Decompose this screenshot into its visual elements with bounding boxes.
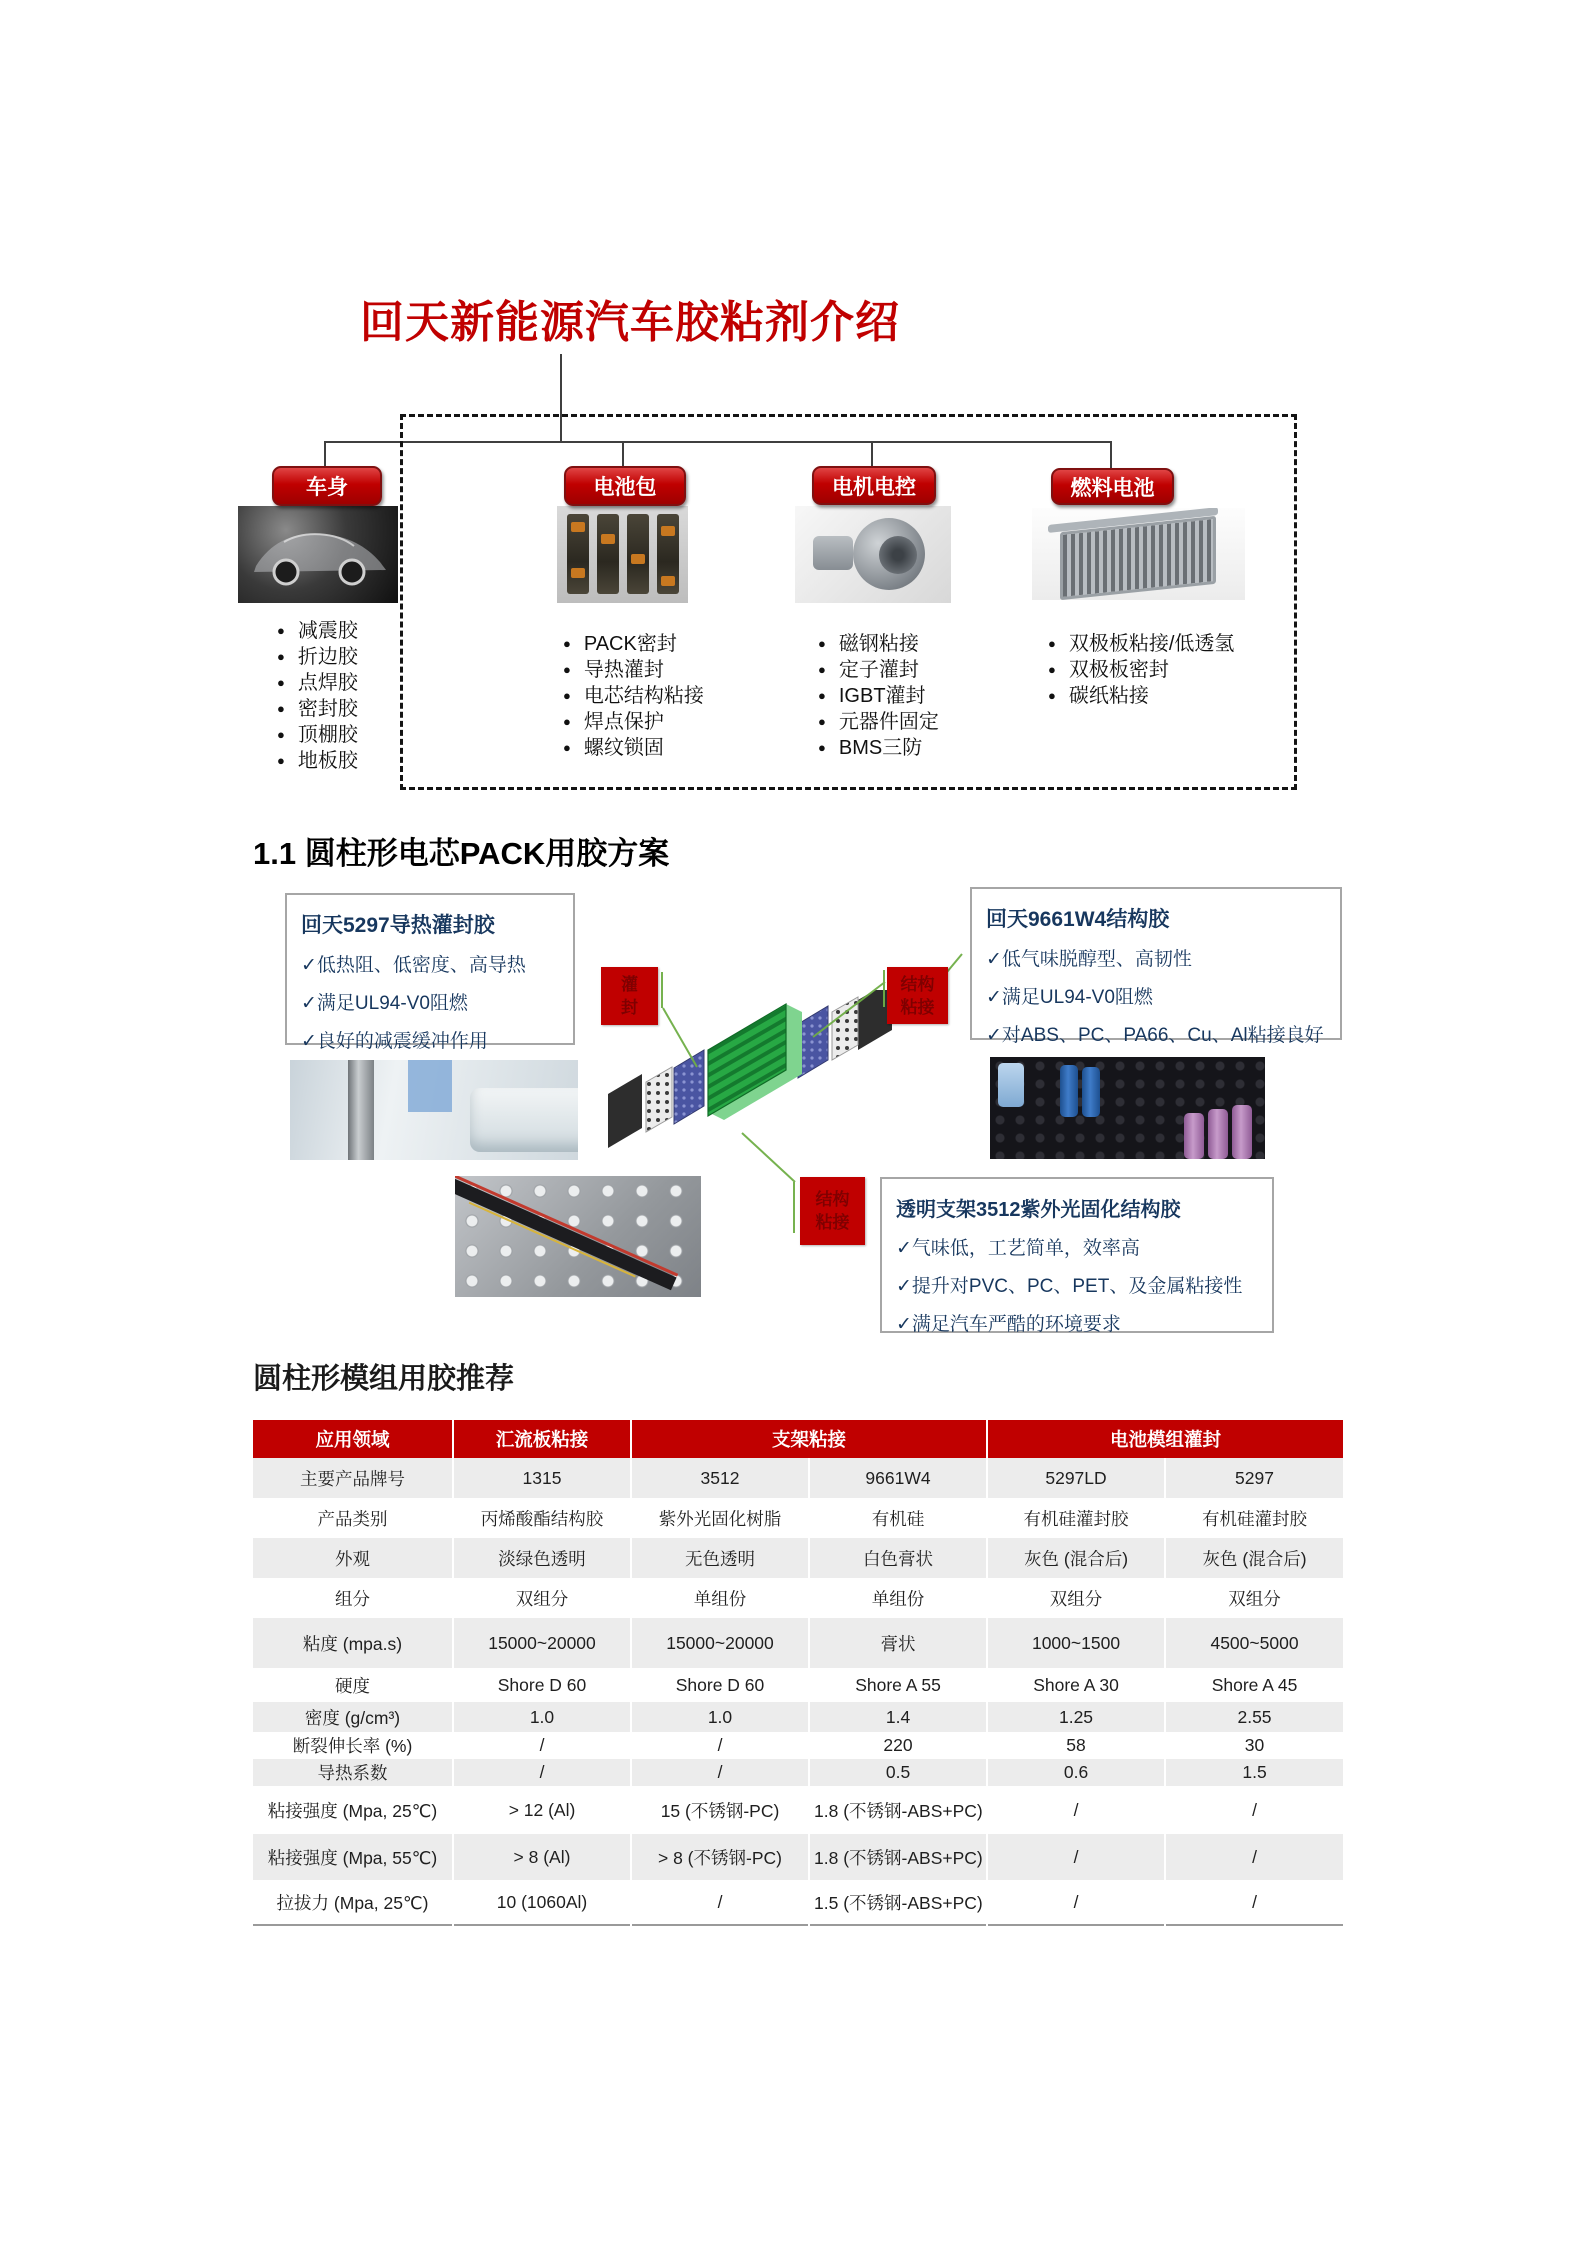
row-label: 产品类别 [253,1498,453,1538]
info-box-points [896,1233,1258,1336]
list-item: ● BMS三防 [818,735,939,761]
category-box-body: 车身 [272,466,382,506]
row-label: 组分 [253,1578,453,1618]
e-motor-image [795,506,951,603]
spec-cell: 双组分 [453,1578,631,1618]
cell-holder-shape [674,1050,704,1124]
list-item: ● 电芯结构粘接 [563,683,704,709]
spec-cell: 1.5 (不锈钢-ABS+PC) [809,1880,987,1925]
car-xray-image [238,506,398,603]
adhesive-dots-plate-photo [455,1176,701,1297]
purple-cell-shape [1184,1113,1204,1159]
spec-cell: 双组分 [987,1578,1165,1618]
table-row [253,1880,1343,1925]
spec-cell: 1.8 (不锈钢-ABS+PC) [809,1786,987,1834]
spec-cell: 15000~20000 [631,1618,809,1668]
spec-cell: 1.4 [809,1702,987,1732]
info-box-9661w4 [970,887,1342,1046]
list-item: ● 双极板粘接/低透氢 [1048,631,1234,657]
info-box-title: 透明支架3512紫外光固化结构胶 [896,1199,1181,1221]
row-label: 粘度 (mpa.s) [253,1618,453,1668]
header-bracket-bonding: 支架粘接 [631,1420,987,1458]
header-application-field: 应用领域 [253,1420,453,1458]
table-row [253,1668,1343,1702]
cell-holder-shape [798,1006,828,1078]
motor-adhesive-list [818,631,939,761]
purple-cell-shape [1232,1105,1252,1159]
list-item: ● 折边胶 [277,644,358,670]
table-row [253,1759,1343,1786]
spec-cell: 3512 [631,1458,809,1498]
gearbox-shape [813,536,853,570]
spec-cell: 无色透明 [631,1538,809,1578]
spec-cell: 5297 [1235,1467,1274,1488]
spec-cell: 15 (不锈钢-PC) [631,1786,809,1834]
spec-cell: 有机硅灌封胶 [987,1498,1165,1538]
spec-cell: 0.6 [987,1759,1165,1786]
battery-module [627,514,649,594]
row-label: 外观 [253,1538,453,1578]
battery-module [657,514,679,594]
list-item: ● 点焊胶 [277,670,358,696]
body-adhesive-list [277,618,358,774]
spec-cell: 58 [987,1732,1165,1759]
page-title: 回天新能源汽车胶粘剂介绍 [360,298,900,347]
row-label: 粘接强度 (Mpa, 25℃) [253,1786,453,1834]
product-spec-table [253,1420,1343,1926]
spec-cell: 单组份 [631,1578,809,1618]
spec-cell: 0.5 [809,1759,987,1786]
bottle-shape [998,1063,1024,1107]
list-item: ● 螺纹锁固 [563,735,704,761]
battery-pack-adhesive-list [563,631,704,761]
info-box-points [986,944,1326,1047]
blue-cell-shape [1060,1065,1078,1117]
category-box-motor-control: 电机电控 [812,466,936,505]
spec-cell: 有机硅 [809,1498,987,1538]
spec-cell: 紫外光固化树脂 [631,1498,809,1538]
spec-cell: / [987,1834,1165,1880]
potting-dispensing-photo [290,1060,578,1160]
list-item: ● 顶棚胶 [277,722,358,748]
spec-cell: Shore D 60 [631,1668,809,1702]
spec-cell: 膏状 [809,1618,987,1668]
check-point: ✓满足UL94-V0阻燃 [986,987,1153,1008]
check-point: ✓气味低，工艺简单，效率高 [896,1238,1140,1259]
list-item: ● 定子灌封 [818,657,939,683]
spec-cell: 30 [1244,1735,1265,1755]
tree-drop-body [324,441,326,467]
list-item: ● 双极板密封 [1048,657,1234,683]
spec-cell: 220 [809,1732,987,1759]
list-item: ● IGBT灌封 [818,683,939,709]
check-point: ✓低热阻、低密度、高导热 [301,955,526,976]
check-point: ✓满足UL94-V0阻燃 [301,993,468,1014]
fixture-shape [408,1060,452,1112]
table-row [253,1498,1343,1538]
tag-structural-bonding-bottom: 结构粘接 [800,1177,865,1245]
table-row [253,1834,1343,1880]
table-header-row [253,1420,1343,1458]
motor-hub-shape [879,536,917,574]
check-point: ✓满足汽车严酷的环境要求 [896,1314,1121,1335]
spec-cell: 淡绿色透明 [453,1538,631,1578]
spec-cell: 2.55 [1237,1706,1272,1727]
info-box-title: 回天5297导热灌封胶 [301,914,495,937]
spec-cell: 灰色 (混合后) [987,1538,1165,1578]
spec-cell: Shore D 60 [453,1668,631,1702]
spec-cell: 白色膏状 [809,1538,987,1578]
table-title: 圆柱形模组用胶推荐 [253,1363,515,1395]
battery-module [597,514,619,594]
spec-cell: 1000~1500 [987,1618,1165,1668]
cell-holder-photo [990,1057,1265,1159]
spec-cell: 4500~5000 [1210,1632,1299,1653]
spec-cell: 丙烯酸酯结构胶 [453,1498,631,1538]
category-box-fuel-cell: 燃料电池 [1051,468,1174,505]
spec-cell: 1.0 [453,1702,631,1732]
spec-cell: / [1252,1846,1257,1867]
table-body [253,1458,1343,1925]
battery-pack-image [557,506,688,603]
row-label: 硬度 [253,1668,453,1702]
fuel-cell-stack-image [1032,508,1245,600]
table-row [253,1538,1343,1578]
spec-cell: / [631,1732,809,1759]
info-box-title: 回天9661W4结构胶 [986,908,1170,931]
spec-cell: 1.0 [631,1702,809,1732]
check-point: ✓低气味脱醇型、高韧性 [986,949,1192,970]
spec-cell: 1.25 [987,1702,1165,1732]
header-module-potting: 电池模组灌封 [987,1420,1343,1458]
tag-potting: 灌封 [601,967,658,1025]
info-box-points [301,950,559,1053]
potted-part-shape [470,1088,578,1152]
spec-cell: / [631,1880,809,1925]
info-box-3512 [880,1177,1274,1333]
list-item: ● 磁钢粘接 [818,631,939,657]
dotted-holder-shape [832,997,858,1060]
table-row [253,1618,1343,1668]
list-item: ● 地板胶 [277,748,358,774]
table-row [253,1786,1343,1834]
row-label: 密度 (g/cm³) [253,1702,453,1732]
header-busbar-bonding: 汇流板粘接 [453,1420,631,1458]
battery-module [567,514,589,594]
list-item: ● 减震胶 [277,618,358,644]
spec-cell: 灰色 (混合后) [1202,1548,1307,1569]
spec-cell: Shore A 45 [1211,1674,1298,1695]
spec-cell: 有机硅灌封胶 [1202,1508,1308,1529]
spec-cell: / [987,1880,1165,1925]
list-item: ● 密封胶 [277,696,358,722]
fuel-cell-adhesive-list [1048,631,1234,709]
spec-cell: 15000~20000 [453,1618,631,1668]
info-box-5297 [285,893,575,1052]
spec-cell: Shore A 55 [809,1668,987,1702]
spec-cell: > 12 (Al) [453,1786,631,1834]
blue-cell-shape [1082,1067,1100,1117]
row-label: 拉拔力 (Mpa, 25℃) [253,1880,453,1925]
row-label: 主要产品牌号 [253,1458,453,1498]
spec-cell: 9661W4 [809,1458,987,1498]
spec-cell: > 8 (Al) [453,1834,631,1880]
section-heading: 1.1 圆柱形电芯PACK用胶方案 [253,836,670,871]
spec-cell: / [1252,1891,1257,1912]
list-item: ● 导热灌封 [563,657,704,683]
car-silhouette-icon [244,520,394,590]
dispense-nozzle-shape [348,1060,374,1160]
table-row [253,1702,1343,1732]
spec-cell: / [1252,1799,1257,1820]
spec-cell: 1.8 (不锈钢-ABS+PC) [809,1834,987,1880]
spec-cell: / [453,1759,631,1786]
row-label: 粘接强度 (Mpa, 55℃) [253,1834,453,1880]
spec-cell: 5297LD [987,1458,1165,1498]
check-point: ✓对ABS、PC、PA66、Cu、Al粘接良好 [986,1025,1324,1046]
spec-cell: / [987,1786,1165,1834]
table-row [253,1732,1343,1759]
row-label: 断裂伸长率 (%) [253,1732,453,1759]
table-row [253,1458,1343,1498]
tag-structural-bonding-right: 结构粘接 [887,967,948,1024]
list-item: ● 碳纸粘接 [1048,683,1234,709]
row-label: 导热系数 [253,1759,453,1786]
spec-cell: Shore A 30 [987,1668,1165,1702]
spec-cell: / [631,1759,809,1786]
dotted-holder-shape [646,1067,672,1132]
spec-cell: 单组份 [809,1578,987,1618]
spec-cell: / [453,1732,631,1759]
spec-cell: 1.5 [1242,1762,1267,1782]
list-item: ● 元器件固定 [818,709,939,735]
spec-cell: 双组分 [1228,1588,1281,1609]
list-item: ● 焊点保护 [563,709,704,735]
check-point: ✓良好的减震缓冲作用 [301,1031,488,1052]
end-plate-shape [608,1074,642,1148]
list-item: ● PACK密封 [563,631,704,657]
spec-cell: 1315 [453,1458,631,1498]
table-row [253,1578,1343,1618]
spec-cell: 10 (1060Al) [453,1880,631,1925]
spec-cell: > 8 (不锈钢-PC) [631,1834,809,1880]
purple-cell-shape [1208,1109,1228,1159]
category-box-battery-pack: 电池包 [564,466,686,506]
check-point: ✓提升对PVC、PC、PET、及金属粘接性 [896,1276,1243,1297]
